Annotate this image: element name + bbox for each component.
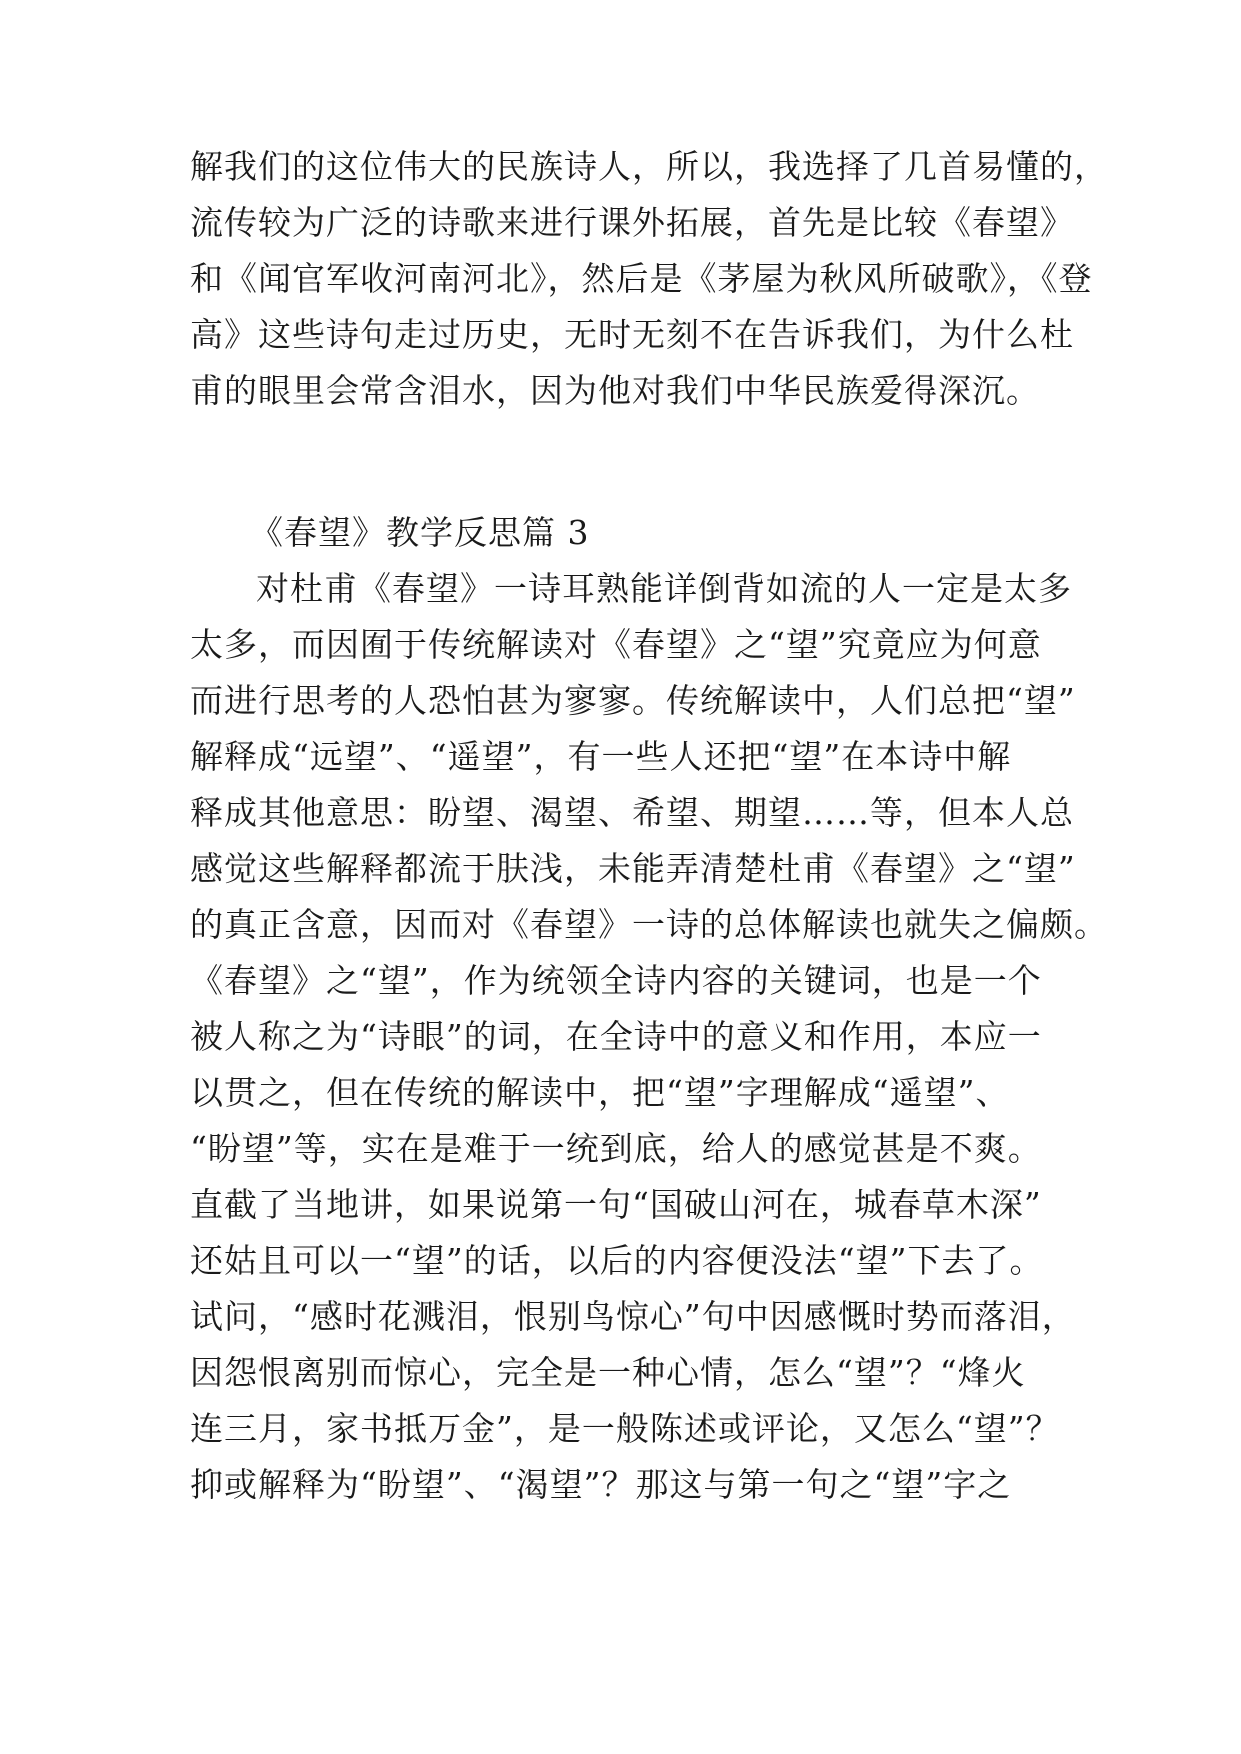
paragraph-2-line-9: 被人称之为“诗眼”的词，在全诗中的意义和作用，本应一 [190, 1017, 1042, 1056]
paragraph-2-line-17: 抑或解释为“盼望”、“渴望”？那这与第一句之“望”字之 [190, 1465, 1012, 1504]
paragraph-1-line-5: 甫的眼里会常含泪水，因为他对我们中华民族爱得深沉。 [190, 371, 1040, 410]
paragraph-2-line-2: 太多，而因囿于传统解读对《春望》之“望”究竟应为何意 [190, 625, 1042, 664]
paragraph-1-line-2: 流传较为广泛的诗歌来进行课外拓展，首先是比较《春望》 [190, 203, 1074, 242]
paragraph-2-line-3: 而进行思考的人恐怕甚为寥寥。传统解读中，人们总把“望” [190, 681, 1076, 720]
paragraph-2-line-10: 以贯之，但在传统的解读中，把“望”字理解成“遥望”、 [190, 1073, 1010, 1112]
paragraph-1-line-4: 高》这些诗句走过历史，无时无刻不在告诉我们，为什么杜 [190, 315, 1074, 354]
paragraph-2-line-14: 试问，“感时花溅泪，恨别鸟惊心”句中因感慨时势而落泪， [190, 1297, 1076, 1336]
paragraph-1-line-3: 和《闻官军收河南河北》，然后是《茅屋为秋风所破歌》，《登 [190, 259, 1093, 298]
paragraph-2-line-8: 《春望》之“望”，作为统领全诗内容的关键词，也是一个 [190, 961, 1042, 1000]
paragraph-2-line-12: 直截了当地讲，如果说第一句“国破山河在，城春草木深” [190, 1185, 1042, 1224]
paragraph-2-line-1: 对杜甫《春望》一诗耳熟能详倒背如流的人一定是太多 [256, 569, 1072, 608]
paragraph-2-line-15: 因怨恨离别而惊心，完全是一种心情，怎么“望”？“烽火 [190, 1353, 1026, 1392]
paragraph-2-line-6: 感觉这些解释都流于肤浅，未能弄清楚杜甫《春望》之“望” [190, 849, 1076, 888]
paragraph-2-line-13: 还姑且可以一“望”的话，以后的内容便没法“望”下去了。 [190, 1241, 1044, 1280]
paragraph-2-line-4: 解释成“远望”、“遥望”，有一些人还把“望”在本诗中解 [190, 737, 1012, 776]
paragraph-2-line-11: “盼望”等，实在是难于一统到底，给人的感觉甚是不爽。 [190, 1129, 1042, 1168]
section-heading: 《春望》教学反思篇 3 [250, 513, 590, 552]
paragraph-1-line-1: 解我们的这位伟大的民族诗人，所以，我选择了几首易懂的， [190, 147, 1108, 186]
paragraph-2-line-7: 的真正含意，因而对《春望》一诗的总体解读也就失之偏颇。 [190, 905, 1108, 944]
paragraph-2-line-16: 连三月，家书抵万金”，是一般陈述或评论，又怎么“望”？ [190, 1409, 1060, 1448]
paragraph-2-line-5: 释成其他意思：盼望、渴望、希望、期望……等，但本人总 [190, 793, 1074, 832]
